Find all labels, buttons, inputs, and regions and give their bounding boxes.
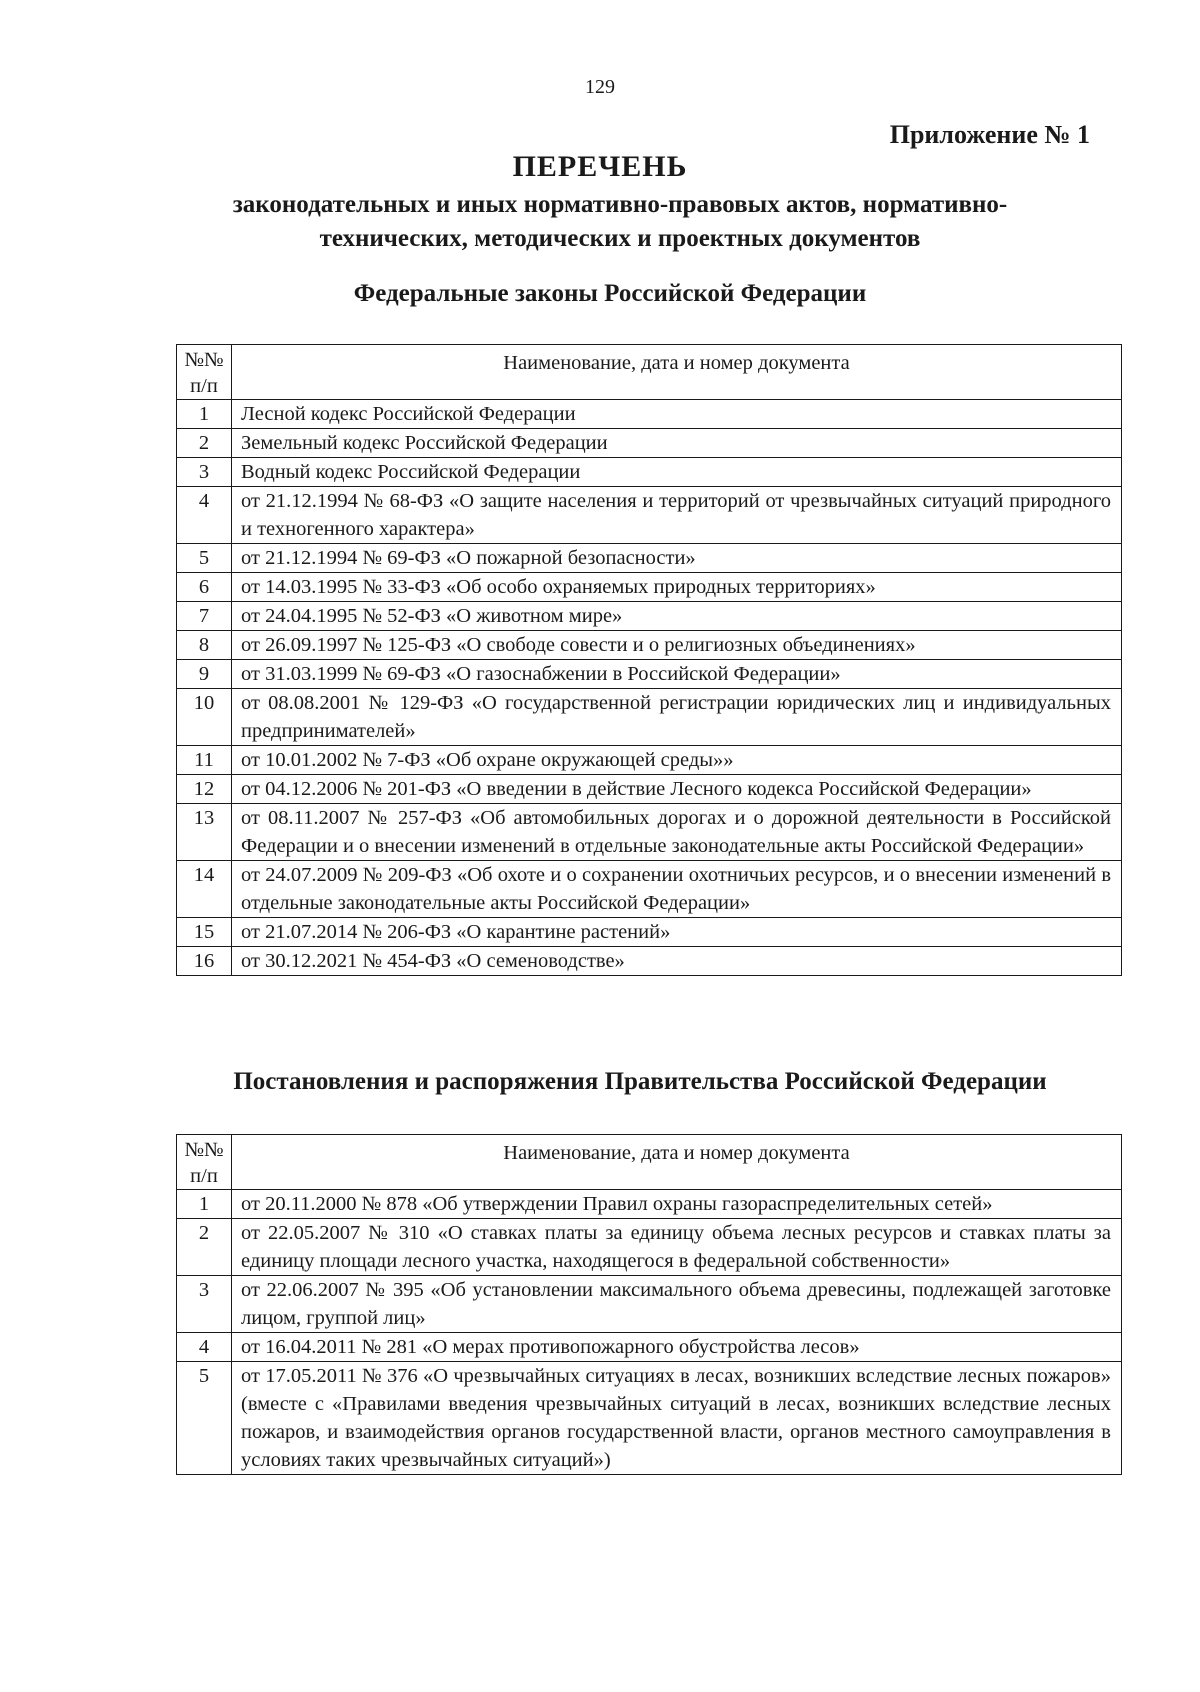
document-name: Лесной кодекс Российской Федерации (232, 400, 1122, 429)
document-name: от 24.07.2009 № 209-ФЗ «Об охоте и о сохранении охотничьих ресурсов, и о внесении изменений в отдельные законодательные акты Российской Федерации» (232, 861, 1122, 918)
table-row (177, 1362, 1122, 1475)
table-row (177, 631, 1122, 660)
document-name: от 24.04.1995 № 52-ФЗ «О животном мире» (232, 602, 1122, 631)
header-number-cell (177, 1135, 232, 1190)
document-name: от 22.06.2007 № 395 «Об установлении максимального объема древесины, подлежащей заготовке лицом, группой лиц» (232, 1276, 1122, 1333)
table-row (177, 775, 1122, 804)
appendix-label: Приложение № 1 (889, 120, 1090, 149)
header-number-line-2: п/п (190, 1165, 218, 1187)
document-name: Земельный кодекс Российской Федерации (232, 429, 1122, 458)
row-number: 1 (177, 1190, 232, 1219)
table-row (177, 544, 1122, 573)
table-row (177, 458, 1122, 487)
table-row (177, 1219, 1122, 1276)
row-number: 2 (177, 429, 232, 458)
document-name: от 08.11.2007 № 257-ФЗ «Об автомобильных дорогах и о дорожной деятельности в Российской Федерации и о внесении изменений в отдельные законодательные акты Российской Федерации» (232, 804, 1122, 861)
table-row (177, 487, 1122, 544)
row-number: 9 (177, 660, 232, 689)
row-number: 16 (177, 947, 232, 976)
document-name: от 04.12.2006 № 201-ФЗ «О введении в действие Лесного кодекса Российской Федерации» (232, 775, 1122, 804)
government-decrees-body (177, 1190, 1122, 1475)
row-number: 8 (177, 631, 232, 660)
document-name: от 26.09.1997 № 125-ФЗ «О свободе совести и о религиозных объединениях» (232, 631, 1122, 660)
table-row (177, 746, 1122, 775)
table-row (177, 1190, 1122, 1219)
table-row (177, 947, 1122, 976)
table-row (177, 400, 1122, 429)
row-number: 6 (177, 573, 232, 602)
row-number: 1 (177, 400, 232, 429)
section-heading-federal-laws: Федеральные законы Российской Федерации (353, 280, 867, 307)
document-name: от 21.12.1994 № 69-ФЗ «О пожарной безопасности» (232, 544, 1122, 573)
table-row (177, 573, 1122, 602)
row-number: 5 (177, 1362, 232, 1475)
header-number-cell (177, 345, 232, 400)
document-name: от 10.01.2002 № 7-ФЗ «Об охране окружающей среды»» (232, 746, 1122, 775)
document-name: от 08.08.2001 № 129-ФЗ «О государственной регистрации юридических лиц и индивидуальных предпринимателей» (232, 689, 1122, 746)
table-header-row (177, 1135, 1122, 1190)
table-row (177, 660, 1122, 689)
row-number: 10 (177, 689, 232, 746)
federal-laws-body (177, 400, 1122, 976)
table-row (177, 918, 1122, 947)
header-number-line-2: п/п (190, 375, 218, 397)
row-number: 11 (177, 746, 232, 775)
table-row (177, 861, 1122, 918)
document-title: ПЕРЕЧЕНЬ (512, 150, 688, 183)
header-name-cell: Наименование, дата и номер документа (232, 345, 1122, 400)
header-number-line-1: №№ (184, 1139, 224, 1161)
document-name: от 17.05.2011 № 376 «О чрезвычайных ситуациях в лесах, возникших вследствие лесных пожаров» (вместе с «Правилами введения чрезвычайных ситуаций в лесах, возникших вследствие лесных пожаров, и взаимодействия органов государственной власти, органов местного самоуправления в условиях таких чрезвычайных ситуаций») (232, 1362, 1122, 1475)
page-number: 129 (585, 76, 615, 98)
row-number: 14 (177, 861, 232, 918)
table-row (177, 804, 1122, 861)
header-name-cell: Наименование, дата и номер документа (232, 1135, 1122, 1190)
document-name: Водный кодекс Российской Федерации (232, 458, 1122, 487)
table-row (177, 1276, 1122, 1333)
table-row (177, 602, 1122, 631)
row-number: 5 (177, 544, 232, 573)
row-number: 12 (177, 775, 232, 804)
row-number: 15 (177, 918, 232, 947)
row-number: 3 (177, 458, 232, 487)
document-name: от 22.05.2007 № 310 «О ставках платы за единицу объема лесных ресурсов и ставках платы за единицу площади лесного участка, находящегося в федеральной собственности» (232, 1219, 1122, 1276)
row-number: 2 (177, 1219, 232, 1276)
document-name: от 21.07.2014 № 206-ФЗ «О карантине растений» (232, 918, 1122, 947)
header-number-line-1: №№ (184, 349, 224, 371)
government-decrees-table (176, 1134, 1122, 1475)
document-name: от 14.03.1995 № 33-ФЗ «Об особо охраняемых природных территориях» (232, 573, 1122, 602)
document-name: от 31.03.1999 № 69-ФЗ «О газоснабжении в Российской Федерации» (232, 660, 1122, 689)
table-row (177, 689, 1122, 746)
document-name: от 30.12.2021 № 454-ФЗ «О семеноводстве» (232, 947, 1122, 976)
document-name: от 21.12.1994 № 68-ФЗ «О защите населения и территорий от чрезвычайных ситуаций природного и техногенного характера» (232, 487, 1122, 544)
table-header-row (177, 345, 1122, 400)
document-subtitle (180, 188, 1060, 256)
section-heading-government-decrees: Постановления и распоряжения Правительства Российской Федерации (233, 1068, 1047, 1095)
subtitle-line-1: законодательных и иных нормативно-правовых актов, нормативно- (232, 191, 1008, 218)
document-name: от 20.11.2000 № 878 «Об утверждении Правил охраны газораспределительных сетей» (232, 1190, 1122, 1219)
subtitle-line-2: технических, методических и проектных документов (319, 225, 921, 252)
table-row (177, 429, 1122, 458)
row-number: 7 (177, 602, 232, 631)
row-number: 3 (177, 1276, 232, 1333)
federal-laws-table (176, 344, 1122, 976)
table-row (177, 1333, 1122, 1362)
document-name: от 16.04.2011 № 281 «О мерах противопожарного обустройства лесов» (232, 1333, 1122, 1362)
row-number: 4 (177, 487, 232, 544)
row-number: 4 (177, 1333, 232, 1362)
row-number: 13 (177, 804, 232, 861)
